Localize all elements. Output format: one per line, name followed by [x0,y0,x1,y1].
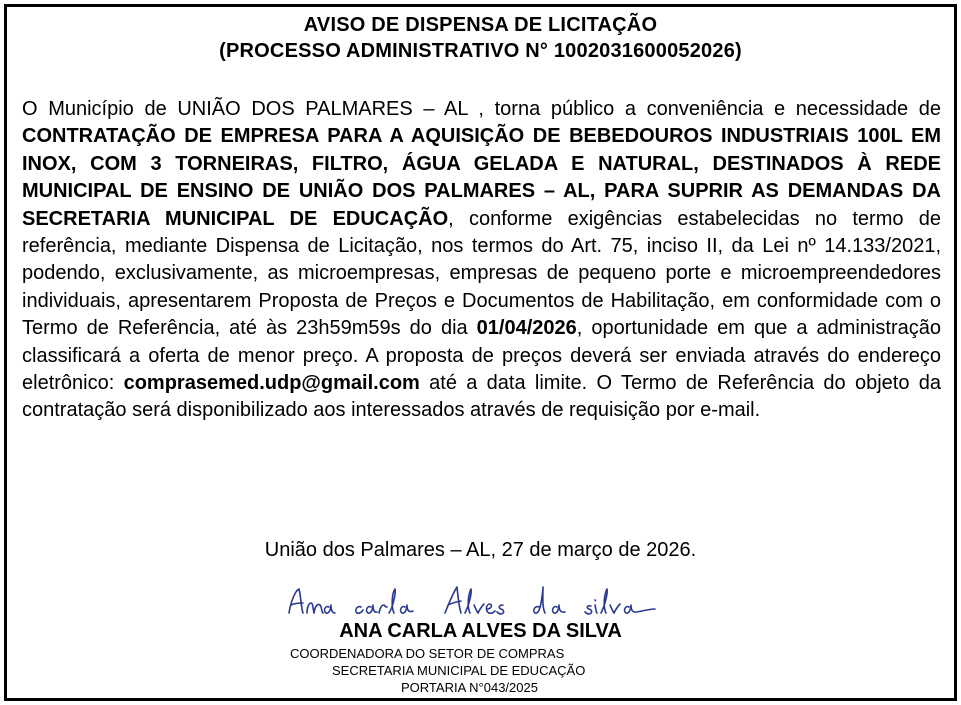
notice-frame [4,4,957,701]
place-and-date: União dos Palmares – AL, 27 de março de 2026. [264,539,697,561]
notice-title: AVISO DE DISPENSA DE LICITAÇÃO [303,14,658,36]
signer-ordinance: PORTARIA N°043/2025 [401,680,538,695]
signer-name: ANA CARLA ALVES DA SILVA [339,620,622,642]
contract-object: CONTRATAÇÃO DE EMPRESA PARA A AQUISIÇÃO DE BEBEDOUROS INDUSTRIAIS 100L EM INOX, COM 3 TORNEIRAS, FILTRO, ÁGUA GELADA E NATURAL, DESTINADOS À REDE MUNICIPAL DE ENSINO DE UNIÃO DOS PALMARES – AL, PARA SUPRIR AS DEMANDAS DA SECRETARIA MUNICIPAL DE EDUCAÇÃO [22,125,941,230]
signer-role: COORDENADORA DO SETOR DE COMPRAS [290,646,565,661]
handwritten-signature [277,579,677,625]
body-intro: O Município de UNIÃO DOS PALMARES – AL , torna público a conveniência e necessidade de [22,98,941,120]
contact-email: comprasemed.udp@gmail.com [123,372,420,395]
signer-department: SECRETARIA MUNICIPAL DE EDUCAÇÃO [332,663,586,678]
notice-body [22,96,941,425]
process-number: (PROCESSO ADMINISTRATIVO N° 100203160005202​6) [219,40,742,62]
body-submission: , oportunidade em que a administração classificará a oferta de menor preço. A proposta de preços deverá ser enviada através do endereço eletrônico: [22,317,941,395]
body-conditions: , conforme exigências estabelecidas no termo de referência, mediante Dispensa de Licitação, nos termos do Art. 75, inciso II, da Lei nº 14.133/2021, podendo, exclusivamente, as microempresas, empresas de pequeno porte e microempreendedores individuais, apresentarem Proposta de Preços e Documentos de Habilitação, em conformidade com o Termo de Referência, até às 23h59m59s do dia [22,207,941,340]
deadline-date: 01/04/2026 [476,317,577,340]
body-closing: até a data limite. O Termo de Referência do objeto da contratação será disponibilizado aos interessados através de requisição por e-mail. [22,372,941,422]
